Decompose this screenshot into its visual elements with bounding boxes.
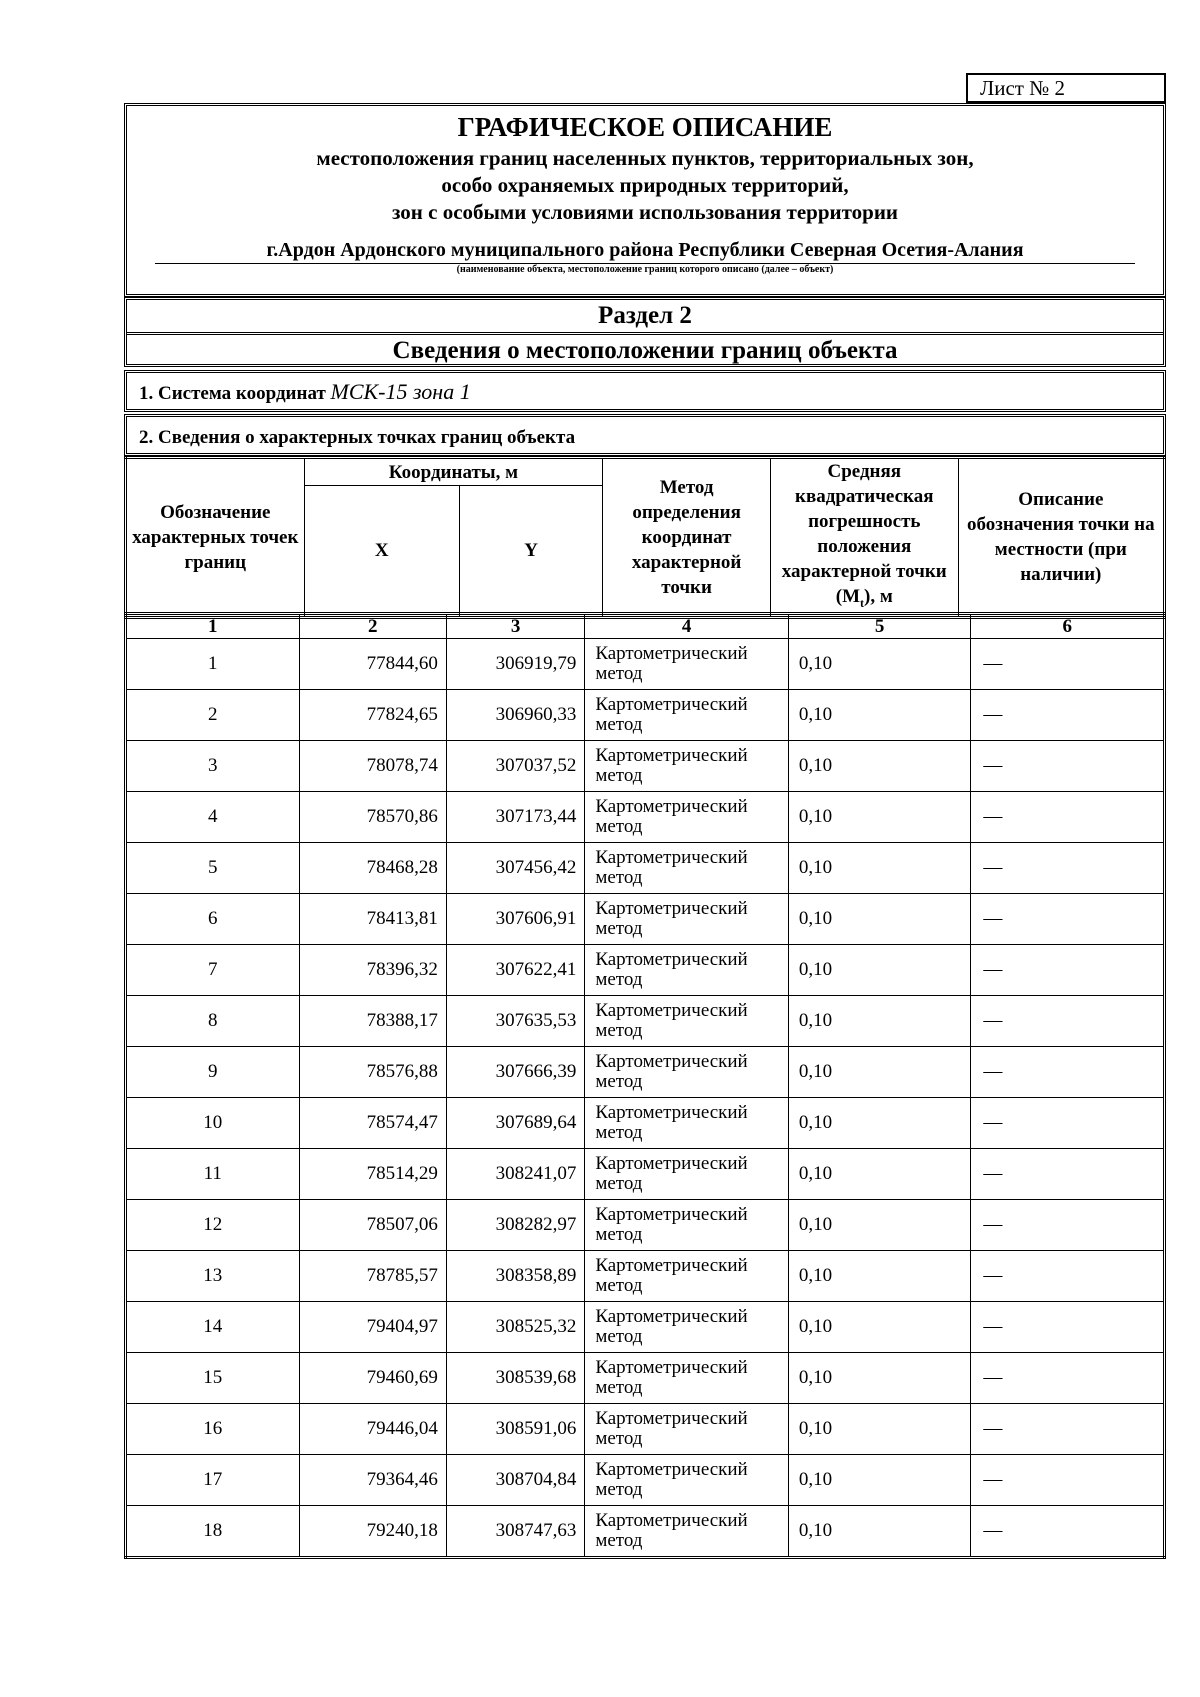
coord-y: 308282,97	[446, 1200, 584, 1251]
sheet-number: Лист № 2	[966, 73, 1166, 103]
point-number: 8	[126, 996, 300, 1047]
point-number: 15	[126, 1353, 300, 1404]
column-number: 3	[446, 614, 584, 639]
points-table-header	[124, 456, 1166, 619]
description: —	[971, 945, 1165, 996]
coord-y: 307173,44	[446, 792, 584, 843]
coord-y: 308539,68	[446, 1353, 584, 1404]
error: 0,10	[788, 741, 971, 792]
method: Картометрический метод	[585, 1455, 789, 1506]
method: Картометрический метод	[585, 1149, 789, 1200]
error: 0,10	[788, 1506, 971, 1558]
error: 0,10	[788, 1149, 971, 1200]
column-numbers-row	[126, 614, 1165, 639]
column-number: 6	[971, 614, 1165, 639]
points-section-label: 2. Сведения о характерных точках границ объекта	[139, 427, 576, 448]
header-error: Средняя квадратическая погрешность положения характерной точки $(M_t)$, м	[770, 458, 958, 618]
description: —	[971, 996, 1165, 1047]
coord-system-value: МСК-15 зона 1	[330, 379, 471, 404]
error: 0,10	[788, 1098, 971, 1149]
coord-x: 78507,06	[299, 1200, 446, 1251]
description: —	[971, 1302, 1165, 1353]
point-number: 9	[126, 1047, 300, 1098]
coord-y: 308591,06	[446, 1404, 584, 1455]
coord-x: 78785,57	[299, 1251, 446, 1302]
header-description: Описание обозначения точки на местности (при наличии)	[958, 458, 1164, 618]
point-number: 13	[126, 1251, 300, 1302]
method: Картометрический метод	[585, 843, 789, 894]
description: —	[971, 1506, 1165, 1558]
points-section-row	[124, 414, 1166, 456]
table-row	[126, 690, 1165, 741]
coord-system-row	[124, 370, 1166, 412]
coord-y: 308358,89	[446, 1251, 584, 1302]
coord-x: 78574,47	[299, 1098, 446, 1149]
error: 0,10	[788, 843, 971, 894]
coord-y: 306960,33	[446, 690, 584, 741]
coord-system-label: 1. Система координат	[139, 383, 326, 404]
coord-y: 307689,64	[446, 1098, 584, 1149]
method: Картометрический метод	[585, 1353, 789, 1404]
description: —	[971, 894, 1165, 945]
coord-y: 307606,91	[446, 894, 584, 945]
coord-y: 308241,07	[446, 1149, 584, 1200]
error: 0,10	[788, 1047, 971, 1098]
error: 0,10	[788, 1404, 971, 1455]
document-header	[124, 103, 1166, 297]
point-number: 18	[126, 1506, 300, 1558]
method: Картометрический метод	[585, 1200, 789, 1251]
coord-x: 78570,86	[299, 792, 446, 843]
error: 0,10	[788, 639, 971, 690]
error: 0,10	[788, 1200, 971, 1251]
description: —	[971, 1353, 1165, 1404]
error: 0,10	[788, 792, 971, 843]
method: Картометрический метод	[585, 639, 789, 690]
table-row	[126, 843, 1165, 894]
method: Картометрический метод	[585, 690, 789, 741]
table-row	[126, 1353, 1165, 1404]
coord-y: 306919,79	[446, 639, 584, 690]
document-title: ГРАФИЧЕСКОЕ ОПИСАНИЕ	[457, 112, 833, 142]
method: Картометрический метод	[585, 741, 789, 792]
section-header	[124, 297, 1166, 367]
coord-y: 307635,53	[446, 996, 584, 1047]
table-row	[126, 1302, 1165, 1353]
column-number: 1	[126, 614, 300, 639]
point-number: 1	[126, 639, 300, 690]
header-designation: Обозначение характерных точек границ	[126, 458, 305, 618]
point-number: 10	[126, 1098, 300, 1149]
description: —	[971, 639, 1165, 690]
error: 0,10	[788, 1455, 971, 1506]
method: Картометрический метод	[585, 792, 789, 843]
method: Картометрический метод	[585, 996, 789, 1047]
header-y: Y	[459, 486, 602, 618]
coord-x: 79460,69	[299, 1353, 446, 1404]
description: —	[971, 741, 1165, 792]
method: Картометрический метод	[585, 1404, 789, 1455]
coord-y: 307666,39	[446, 1047, 584, 1098]
error: 0,10	[788, 1353, 971, 1404]
method: Картометрический метод	[585, 1302, 789, 1353]
error: 0,10	[788, 690, 971, 741]
coord-x: 78388,17	[299, 996, 446, 1047]
description: —	[971, 1200, 1165, 1251]
table-row	[126, 1149, 1165, 1200]
point-number: 5	[126, 843, 300, 894]
method: Картометрический метод	[585, 1506, 789, 1558]
point-number: 7	[126, 945, 300, 996]
coord-x: 79446,04	[299, 1404, 446, 1455]
description: —	[971, 1149, 1165, 1200]
description: —	[971, 1098, 1165, 1149]
table-row	[126, 1251, 1165, 1302]
column-number: 5	[788, 614, 971, 639]
error: 0,10	[788, 996, 971, 1047]
method: Картометрический метод	[585, 1098, 789, 1149]
point-number: 3	[126, 741, 300, 792]
header-method: Метод определения координат характерной точки	[603, 458, 771, 618]
header-coords: Координаты, м	[304, 458, 603, 486]
table-row	[126, 1455, 1165, 1506]
point-number: 2	[126, 690, 300, 741]
table-row	[126, 1047, 1165, 1098]
table-row	[126, 1098, 1165, 1149]
table-row	[126, 1200, 1165, 1251]
coord-y: 307037,52	[446, 741, 584, 792]
header-x: X	[304, 486, 459, 618]
description: —	[971, 1047, 1165, 1098]
subtitle-line-1: местоположения границ населенных пунктов, территориальных зон,	[316, 146, 974, 170]
coord-x: 78576,88	[299, 1047, 446, 1098]
coord-y: 307622,41	[446, 945, 584, 996]
coord-x: 78413,81	[299, 894, 446, 945]
subtitle-line-3: зон с особыми условиями использования территории	[391, 200, 899, 224]
point-number: 4	[126, 792, 300, 843]
point-number: 6	[126, 894, 300, 945]
table-row	[126, 792, 1165, 843]
coord-x: 78468,28	[299, 843, 446, 894]
coord-y: 308747,63	[446, 1506, 584, 1558]
method: Картометрический метод	[585, 894, 789, 945]
section-title: Раздел 2	[598, 302, 692, 329]
table-row	[126, 741, 1165, 792]
description: —	[971, 1251, 1165, 1302]
section-subtitle: Сведения о местоположении границ объекта	[392, 337, 898, 364]
coord-y: 308704,84	[446, 1455, 584, 1506]
column-number: 4	[585, 614, 789, 639]
point-number: 16	[126, 1404, 300, 1455]
coord-y: 307456,42	[446, 843, 584, 894]
table-row	[126, 1506, 1165, 1558]
coord-y: 308525,32	[446, 1302, 584, 1353]
description: —	[971, 792, 1165, 843]
table-row	[126, 945, 1165, 996]
description: —	[971, 690, 1165, 741]
table-row	[126, 639, 1165, 690]
coord-x: 77824,65	[299, 690, 446, 741]
table-row	[126, 1404, 1165, 1455]
point-number: 12	[126, 1200, 300, 1251]
coord-x: 78396,32	[299, 945, 446, 996]
coord-x: 78078,74	[299, 741, 446, 792]
point-number: 14	[126, 1302, 300, 1353]
object-name: г.Ардон Ардонского муниципального района Республики Северная Осетия-Алания	[155, 237, 1135, 264]
coord-x: 79364,46	[299, 1455, 446, 1506]
method: Картометрический метод	[585, 945, 789, 996]
coord-x: 77844,60	[299, 639, 446, 690]
description: —	[971, 843, 1165, 894]
method: Картометрический метод	[585, 1251, 789, 1302]
method: Картометрический метод	[585, 1047, 789, 1098]
coord-x: 79240,18	[299, 1506, 446, 1558]
coord-x: 78514,29	[299, 1149, 446, 1200]
description: —	[971, 1404, 1165, 1455]
error: 0,10	[788, 945, 971, 996]
error: 0,10	[788, 1302, 971, 1353]
points-table	[124, 612, 1166, 1559]
point-number: 17	[126, 1455, 300, 1506]
point-number: 11	[126, 1149, 300, 1200]
table-row	[126, 996, 1165, 1047]
table-row	[126, 894, 1165, 945]
description: —	[971, 1455, 1165, 1506]
subtitle-line-2: особо охраняемых природных территорий,	[441, 173, 849, 197]
error: 0,10	[788, 894, 971, 945]
coord-x: 79404,97	[299, 1302, 446, 1353]
object-name-hint: (наименование объекта, местоположение границ которого описано (далее – объект)	[456, 264, 834, 275]
error: 0,10	[788, 1251, 971, 1302]
column-number: 2	[299, 614, 446, 639]
